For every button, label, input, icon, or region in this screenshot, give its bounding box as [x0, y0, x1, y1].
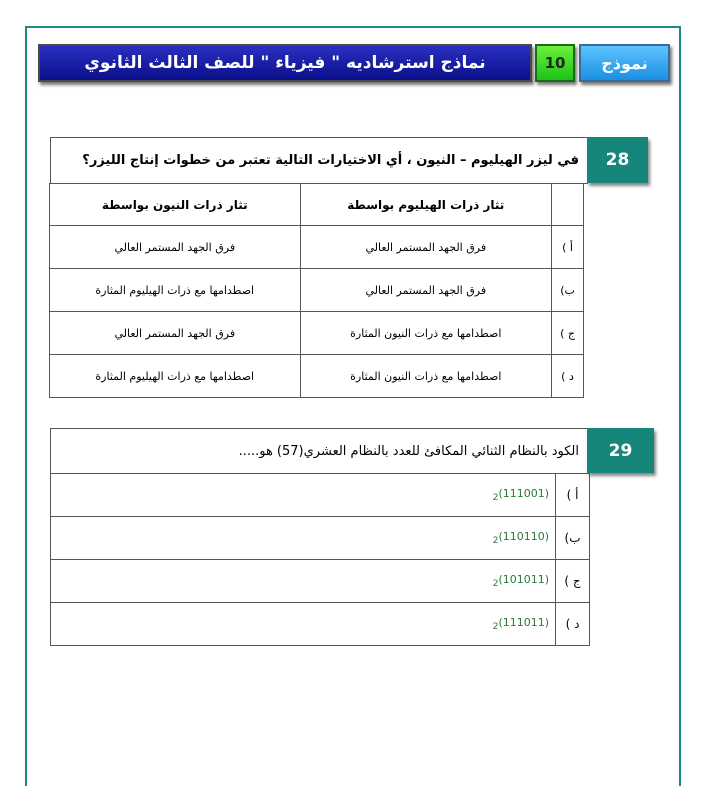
option-base: 2 [492, 535, 499, 547]
option-neon: فرق الجهد المستمر العالي [50, 226, 301, 269]
question-29-text: الكود بالنظام الثنائي المكافئ للعدد بالنظام العشري(57) هو..... [238, 443, 579, 459]
option-row-b[interactable] [51, 517, 590, 560]
option-value: (111001) [498, 486, 550, 500]
question-29-table [50, 473, 590, 646]
page-title: نماذج استرشاديه " فيزياء " للصف الثالث الثانوي [38, 44, 532, 82]
header-letter-cell [552, 184, 584, 226]
option-letter: ب) [556, 517, 590, 560]
question-29-text-box [50, 428, 588, 474]
option-letter: ب) [552, 269, 584, 312]
option-value-cell [51, 517, 556, 560]
option-helium: اصطدامها مع ذرات النيون المثارة [300, 312, 552, 355]
option-neon: اصطدامها مع ذرات الهيليوم المثارة [50, 269, 301, 312]
option-value: (101011) [498, 572, 550, 586]
option-base: 2 [492, 492, 499, 504]
question-28-text: في ليزر الهيليوم – النيون ، أي الاختيارات التالية تعتبر من خطوات إنتاج الليزر؟ [82, 153, 579, 168]
option-value: (111011) [498, 615, 550, 629]
option-row-d[interactable] [50, 355, 584, 398]
option-helium: اصطدامها مع ذرات النيون المثارة [300, 355, 552, 398]
option-row-c[interactable] [50, 312, 584, 355]
option-row-c[interactable] [51, 560, 590, 603]
option-value-cell [51, 560, 556, 603]
option-row-b[interactable] [50, 269, 584, 312]
header-neon: تثار ذرات النيون بواسطة [50, 184, 301, 226]
question-28-text-box [50, 137, 588, 184]
header-banner [38, 44, 670, 84]
option-value-cell [51, 603, 556, 646]
option-letter: ج ) [556, 560, 590, 603]
model-number-badge: 10 [535, 44, 575, 82]
option-base: 2 [492, 621, 499, 633]
option-value: (110110) [498, 529, 550, 543]
header-helium: تثار ذرات الهيليوم بواسطة [300, 184, 552, 226]
option-row-a[interactable] [51, 474, 590, 517]
question-28-number: 28 [587, 137, 648, 183]
option-row-d[interactable] [51, 603, 590, 646]
table-header-row [50, 184, 584, 226]
option-helium: فرق الجهد المستمر العالي [300, 226, 552, 269]
option-row-a[interactable] [50, 226, 584, 269]
option-base: 2 [492, 578, 499, 590]
option-letter: ج ) [552, 312, 584, 355]
question-29-number: 29 [587, 428, 654, 473]
model-label: نموذج [579, 44, 670, 82]
option-letter: أ ) [552, 226, 584, 269]
option-letter: أ ) [556, 474, 590, 517]
option-letter: د ) [552, 355, 584, 398]
option-value-cell [51, 474, 556, 517]
question-28-table [49, 183, 584, 398]
option-neon: اصطدامها مع ذرات الهيليوم المثارة [50, 355, 301, 398]
option-letter: د ) [556, 603, 590, 646]
option-helium: فرق الجهد المستمر العالي [300, 269, 552, 312]
option-neon: فرق الجهد المستمر العالي [50, 312, 301, 355]
